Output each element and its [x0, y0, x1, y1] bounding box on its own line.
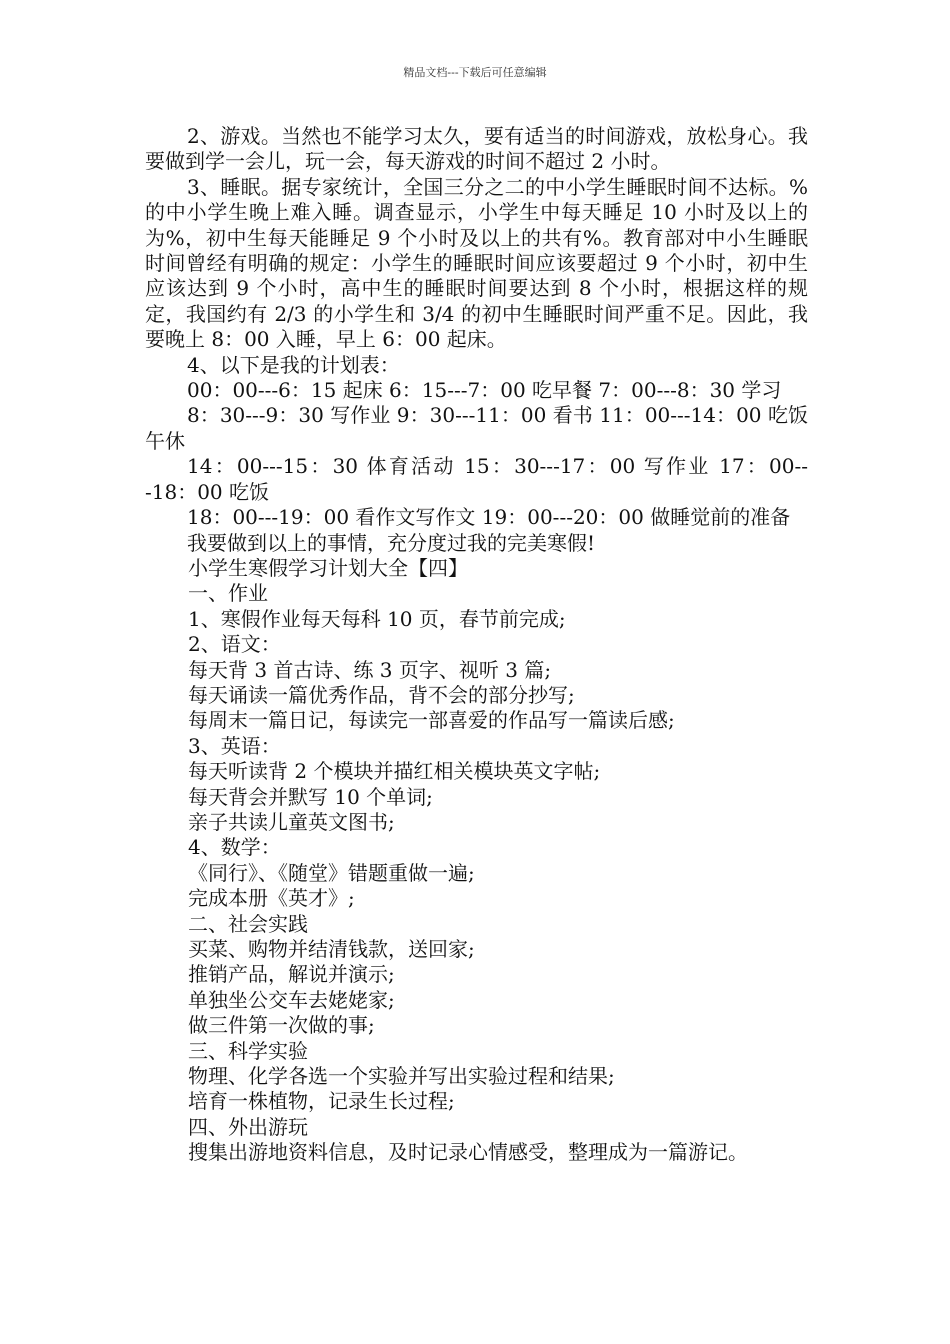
- list-item: 每天背会并默写 10 个单词;: [188, 784, 433, 809]
- schedule-line: 14：00---15：30 体育活动 15：30---17：00 写作业 17：00---18：00 吃饭: [145, 454, 808, 504]
- list-item: 每周末一篇日记，每读完一部喜爱的作品写一篇读后感;: [188, 708, 675, 733]
- list-item: 搜集出游地资料信息，及时记录心情感受，整理成为一篇游记。: [188, 1140, 748, 1165]
- list-item: 物理、化学各选一个实验并写出实验过程和结果;: [188, 1064, 615, 1089]
- paragraph-sleep: 3、睡眠。据专家统计，全国三分之二的中小学生睡眠时间不达标。%的中小学生晚上难入睡。调查显示，小学生中每天睡足 10 小时及以上的为%，初中生每天能睡足 9 个小时及以上的共有%。教育部对中小生睡眠时间曾经有明确的规定：小学生的睡眠时间应该要超过 9 个小时，初中生应该达到 9 个小时，高中生的睡眠时间要达到 8 个小时，根据这样的规定，我国约有 2/3 的小学生和 3/4 的初中生睡眠时间严重不足。因此，我要晚上 8：00 入睡，早上 6：00 起床。: [145, 174, 808, 352]
- section-heading: 四、外出游玩: [188, 1114, 308, 1139]
- subsection-heading: 4、数学：: [188, 835, 281, 860]
- list-item: 完成本册《英才》;: [188, 886, 355, 911]
- paragraph-conclusion: 我要做到以上的事情，充分度过我的完美寒假!: [187, 530, 596, 555]
- list-item: 《同行》、《随堂》错题重做一遍;: [188, 860, 475, 885]
- paragraph-schedule-intro: 4、以下是我的计划表：: [187, 352, 400, 377]
- section-title: 小学生寒假学习计划大全【四】: [188, 555, 468, 580]
- list-item: 每天背 3 首古诗、练 3 页字、视听 3 篇;: [188, 657, 552, 682]
- section-heading: 三、科学实验: [188, 1038, 308, 1063]
- list-item: 每天诵读一篇优秀作品，背不会的部分抄写;: [188, 682, 575, 707]
- section-heading: 一、作业: [188, 581, 268, 606]
- schedule-line: 00：00---6：15 起床 6：15---7：00 吃早餐 7：00---8：30 学习: [187, 378, 782, 403]
- list-item: 推销产品，解说并演示;: [188, 962, 395, 987]
- list-item: 买菜、购物并结清钱款，送回家;: [188, 937, 475, 961]
- schedule-line: 8：30---9：30 写作业 9：30---11：00 看书 11：00---14：00 吃饭午休: [145, 403, 808, 453]
- subsection-heading: 3、英语：: [188, 733, 281, 758]
- list-item: 做三件第一次做的事;: [188, 1013, 375, 1038]
- list-item: 单独坐公交车去姥姥家;: [188, 987, 395, 1012]
- paragraph-games: 2、游戏。当然也不能学习太久，要有适当的时间游戏，放松身心。我要做到学一会儿，玩一会，每天游戏的时间不超过 2 小时。: [145, 124, 808, 174]
- document-body: [145, 124, 808, 1166]
- subsection-heading: 2、语文：: [188, 632, 281, 657]
- schedule-line: 18：00---19：00 看作文写作文 19：00---20：00 做睡觉前的准备: [187, 505, 791, 530]
- section-heading: 二、社会实践: [188, 911, 308, 936]
- page-header: 精品文档---下载后可任意编辑: [403, 66, 547, 79]
- list-item: 亲子共读儿童英文图书;: [188, 809, 395, 834]
- list-item: 培育一株植物，记录生长过程;: [188, 1089, 455, 1114]
- list-item: 1、寒假作业每天每科 10 页，春节前完成;: [188, 606, 566, 631]
- list-item: 每天听读背 2 个模块并描红相关模块英文字帖;: [188, 759, 601, 784]
